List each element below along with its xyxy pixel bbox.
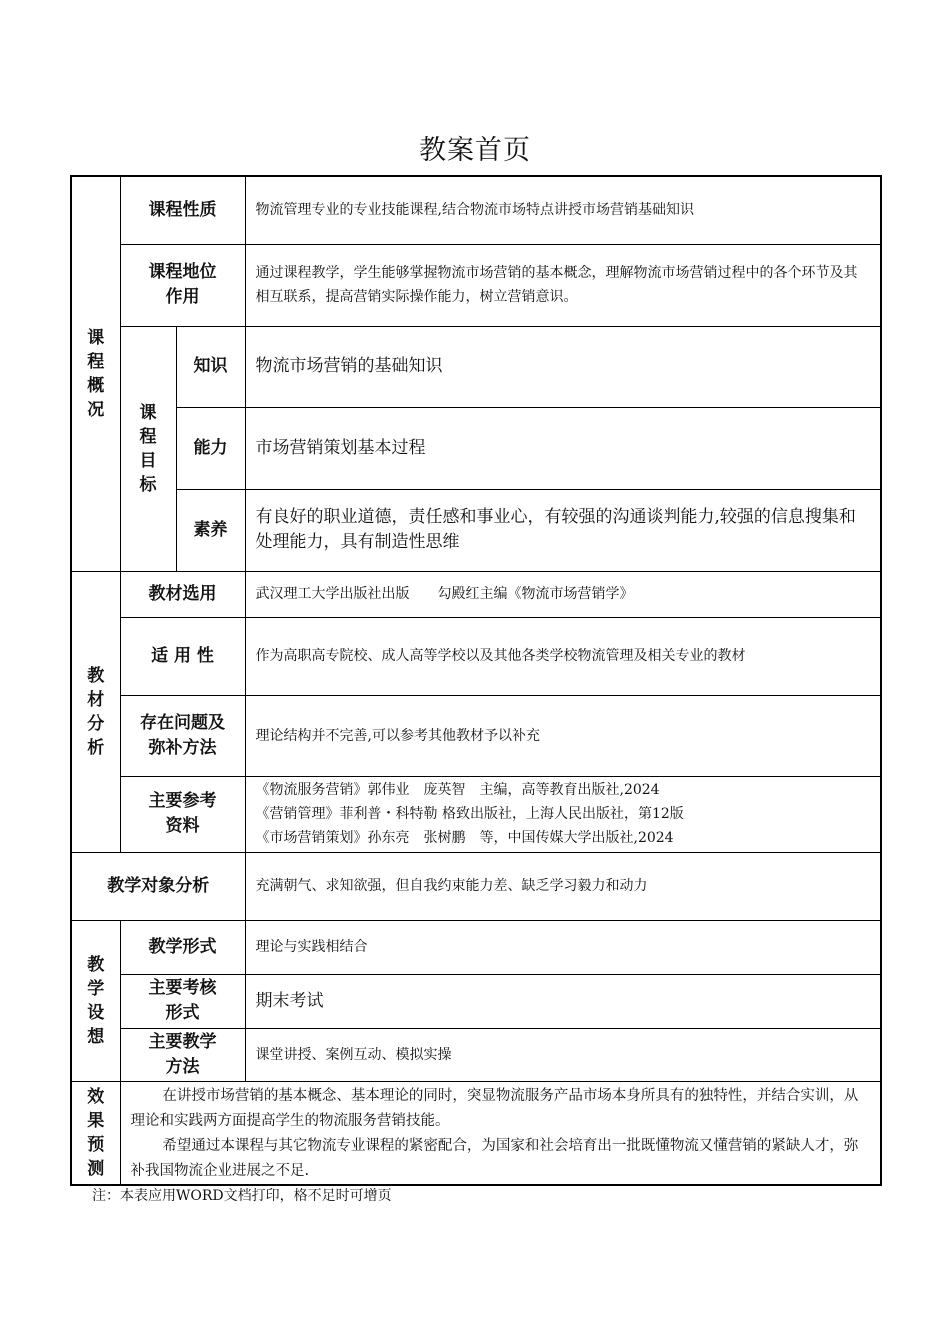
row-course-role bbox=[71, 244, 881, 326]
effect-paragraph: 在讲授市场营销的基本概念、基本理论的同时，突显物流服务产品市场本身所具有的独特性，并结合实训，从理论和实践两方面提高学生的物流服务营销技能。 bbox=[130, 1087, 859, 1129]
group-label-design: 教 学 设 想 bbox=[71, 920, 120, 1081]
group-label-overview: 课 程 概 况 bbox=[71, 176, 120, 571]
row-textbook-selection bbox=[71, 571, 881, 617]
row-audience bbox=[71, 852, 881, 920]
page-title: 教案首页 bbox=[419, 135, 531, 166]
label-assessment: 主要考核 形式 bbox=[120, 974, 245, 1028]
value-effect bbox=[120, 1081, 881, 1185]
row-goal-knowledge bbox=[71, 326, 881, 407]
reference-item: 《营销管理》菲利普・科特勒 格致出版社，上海人民出版社，第12版 bbox=[255, 806, 684, 822]
row-assessment bbox=[71, 974, 881, 1028]
label-quality: 素养 bbox=[176, 489, 245, 571]
row-effect bbox=[71, 1081, 881, 1185]
group-label-effect: 效 果 预 测 bbox=[71, 1081, 120, 1185]
value-teaching-methods: 课堂讲授、案例互动、模拟实操 bbox=[245, 1028, 881, 1081]
row-goal-ability bbox=[71, 407, 881, 489]
footnote: 注：本表应用WORD文档打印，格不足时可增页 bbox=[92, 1188, 392, 1204]
label-course-nature: 课程性质 bbox=[120, 176, 245, 244]
value-references bbox=[245, 776, 881, 852]
group-label-goals: 课 程 目 标 bbox=[120, 326, 176, 571]
label-problems: 存在问题及 弥补方法 bbox=[120, 695, 245, 776]
label-ability: 能力 bbox=[176, 407, 245, 489]
row-teaching-form bbox=[71, 920, 881, 974]
value-ability: 市场营销策划基本过程 bbox=[245, 407, 881, 489]
effect-paragraph: 希望通过本课程与其它物流专业课程的紧密配合，为国家和社会培育出一批既懂物流又懂营销的紧缺人才，弥补我国物流企业进展之不足. bbox=[130, 1137, 859, 1179]
row-references bbox=[71, 776, 881, 852]
value-applicability: 作为高职高专院校、成人高等学校以及其他各类学校物流管理及相关专业的教材 bbox=[245, 617, 881, 695]
row-goal-quality bbox=[71, 489, 881, 571]
value-assessment: 期末考试 bbox=[245, 974, 881, 1028]
value-audience: 充满朝气、求知欲强，但自我约束能力差、缺乏学习毅力和动力 bbox=[245, 852, 881, 920]
label-applicability: 适 用 性 bbox=[120, 617, 245, 695]
group-label-materials: 教 材 分 析 bbox=[71, 571, 120, 852]
label-audience: 教学对象分析 bbox=[71, 852, 245, 920]
reference-item: 《物流服务营销》郭伟业 庞英智 主编，高等教育出版社,2024 bbox=[255, 782, 660, 798]
label-knowledge: 知识 bbox=[176, 326, 245, 407]
value-course-role: 通过课程教学，学生能够掌握物流市场营销的基本概念，理解物流市场营销过程中的各个环节及其相互联系，提高营销实际操作能力，树立营销意识。 bbox=[245, 244, 881, 326]
reference-item: 《市场营销策划》孙东亮 张树鹏 等，中国传媒大学出版社,2024 bbox=[255, 830, 674, 846]
lesson-plan-table bbox=[70, 175, 882, 1186]
row-teaching-methods bbox=[71, 1028, 881, 1081]
value-teaching-form: 理论与实践相结合 bbox=[245, 920, 881, 974]
row-applicability bbox=[71, 617, 881, 695]
value-course-nature: 物流管理专业的专业技能课程,结合物流市场特点讲授市场营销基础知识 bbox=[245, 176, 881, 244]
label-textbook-selection: 教材选用 bbox=[120, 571, 245, 617]
label-course-role: 课程地位 作用 bbox=[120, 244, 245, 326]
value-problems: 理论结构并不完善,可以参考其他教材予以补充 bbox=[245, 695, 881, 776]
row-course-nature bbox=[71, 176, 881, 244]
label-teaching-form: 教学形式 bbox=[120, 920, 245, 974]
value-textbook-selection: 武汉理工大学出版社出版 勾殿红主编《物流市场营销学》 bbox=[245, 571, 881, 617]
value-quality: 有良好的职业道德，责任感和事业心，有较强的沟通谈判能力,较强的信息搜集和处理能力，具有制造性思维 bbox=[245, 489, 881, 571]
row-problems bbox=[71, 695, 881, 776]
label-teaching-methods: 主要教学 方法 bbox=[120, 1028, 245, 1081]
label-references: 主要参考 资料 bbox=[120, 776, 245, 852]
value-knowledge: 物流市场营销的基础知识 bbox=[245, 326, 881, 407]
